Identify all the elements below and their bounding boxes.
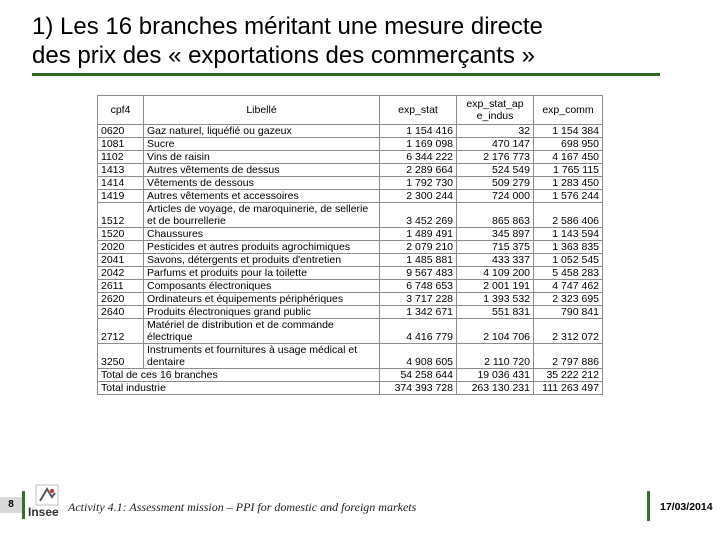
cell-libelle: Chaussures — [144, 228, 380, 241]
table-row — [98, 125, 603, 138]
cell-cpf4: 2042 — [98, 267, 144, 280]
cell-libelle: Produits électroniques grand public — [144, 306, 380, 319]
cell-cpf4: 1419 — [98, 190, 144, 203]
cell-exp-stat-ape-indus: 32 — [457, 125, 534, 138]
cell-cpf4: 1081 — [98, 138, 144, 151]
cell-exp-stat-ape-indus: 524 549 — [457, 164, 534, 177]
cell-exp-stat: 3 452 269 — [380, 203, 457, 228]
cell-exp-stat: 1 154 416 — [380, 125, 457, 138]
header-exp-stat-ape-indus: exp_stat_ap e_indus — [457, 96, 534, 125]
cell-libelle: Savons, détergents et produits d'entretien — [144, 254, 380, 267]
cell-cpf4: 3250 — [98, 344, 144, 369]
cell-libelle: Vêtements de dessous — [144, 177, 380, 190]
table-total-row — [98, 382, 603, 395]
cell-exp-stat: 1 485 881 — [380, 254, 457, 267]
cell-libelle: Vins de raisin — [144, 151, 380, 164]
footer-date: 17/03/2014 — [660, 501, 713, 513]
cell-exp-stat-ape-indus: 433 337 — [457, 254, 534, 267]
table-row — [98, 280, 603, 293]
cell-libelle: Pesticides et autres produits agrochimiques — [144, 241, 380, 254]
cell-exp-stat: 2 300 244 — [380, 190, 457, 203]
cell-exp-stat: 2 289 664 — [380, 164, 457, 177]
cell-exp-comm: 2 797 886 — [534, 344, 603, 369]
cell-exp-stat: 1 792 730 — [380, 177, 457, 190]
cell-cpf4: 0620 — [98, 125, 144, 138]
cell-cpf4: 2640 — [98, 306, 144, 319]
table-row — [98, 164, 603, 177]
footer-right-bar — [647, 491, 650, 521]
cell-cpf4: 2041 — [98, 254, 144, 267]
cell-exp-comm: 1 363 835 — [534, 241, 603, 254]
cell-total-value: 374 393 728 — [380, 382, 457, 395]
cell-exp-comm: 1 154 384 — [534, 125, 603, 138]
cell-libelle: Autres vêtements de dessus — [144, 164, 380, 177]
slide-title-line-1: 1) Les 16 branches méritant une mesure directe — [32, 13, 543, 40]
header-exp-comm: exp_comm — [534, 96, 603, 125]
cell-exp-comm: 2 323 695 — [534, 293, 603, 306]
table-header-row — [98, 96, 603, 125]
cell-cpf4: 2712 — [98, 319, 144, 344]
cell-cpf4: 2020 — [98, 241, 144, 254]
cell-cpf4: 1102 — [98, 151, 144, 164]
table-row — [98, 190, 603, 203]
cell-exp-comm: 1 052 545 — [534, 254, 603, 267]
slide-title-line-2: des prix des « exportations des commerçants » — [32, 42, 535, 69]
table-row — [98, 254, 603, 267]
cell-total-value: 111 263 497 — [534, 382, 603, 395]
cell-cpf4: 2620 — [98, 293, 144, 306]
cell-libelle: Ordinateurs et équipements périphériques — [144, 293, 380, 306]
cell-total-value: 35 222 212 — [534, 369, 603, 382]
cell-exp-stat-ape-indus: 2 104 706 — [457, 319, 534, 344]
cell-exp-stat-ape-indus: 345 897 — [457, 228, 534, 241]
table-row — [98, 306, 603, 319]
cell-exp-stat-ape-indus: 551 831 — [457, 306, 534, 319]
header-exp-stat: exp_stat — [380, 96, 457, 125]
table-body — [98, 125, 603, 395]
cell-libelle: Gaz naturel, liquéfié ou gazeux — [144, 125, 380, 138]
table-row — [98, 177, 603, 190]
cell-exp-stat: 1 342 671 — [380, 306, 457, 319]
cell-exp-stat: 4 908 605 — [380, 344, 457, 369]
cell-cpf4: 1520 — [98, 228, 144, 241]
table-row — [98, 267, 603, 280]
cell-exp-stat: 2 079 210 — [380, 241, 457, 254]
table-row — [98, 203, 603, 228]
cell-exp-comm: 1 283 450 — [534, 177, 603, 190]
header-cpf4: cpf4 — [98, 96, 144, 125]
slide-number: 8 — [0, 497, 22, 513]
cell-cpf4: 2611 — [98, 280, 144, 293]
cell-exp-stat: 6 748 653 — [380, 280, 457, 293]
cell-total-value: 54 258 644 — [380, 369, 457, 382]
cell-exp-stat-ape-indus: 2 110 720 — [457, 344, 534, 369]
cell-cpf4: 1512 — [98, 203, 144, 228]
cell-exp-comm: 2 312 072 — [534, 319, 603, 344]
table-row — [98, 138, 603, 151]
cell-libelle: Parfums et produits pour la toilette — [144, 267, 380, 280]
cell-exp-comm: 1 576 244 — [534, 190, 603, 203]
data-table — [97, 95, 603, 395]
table-row — [98, 151, 603, 164]
cell-exp-comm: 790 841 — [534, 306, 603, 319]
cell-exp-stat-ape-indus: 470 147 — [457, 138, 534, 151]
cell-libelle: Autres vêtements et accessoires — [144, 190, 380, 203]
title-underline — [32, 73, 660, 76]
cell-exp-stat: 9 567 483 — [380, 267, 457, 280]
cell-total-value: 263 130 231 — [457, 382, 534, 395]
table-total-row — [98, 369, 603, 382]
cell-exp-comm: 4 747 462 — [534, 280, 603, 293]
cell-exp-comm: 2 586 406 — [534, 203, 603, 228]
table-row — [98, 344, 603, 369]
cell-exp-stat-ape-indus: 715 375 — [457, 241, 534, 254]
cell-exp-stat: 1 169 098 — [380, 138, 457, 151]
cell-exp-stat: 6 344 222 — [380, 151, 457, 164]
cell-exp-stat: 4 416 779 — [380, 319, 457, 344]
header-libelle: Libellé — [144, 96, 380, 125]
cell-exp-comm: 698 950 — [534, 138, 603, 151]
footer-caption: Activity 4.1: Assessment mission – PPI for domestic and foreign markets — [68, 500, 417, 514]
cell-total-label: Total de ces 16 branches — [98, 369, 380, 382]
cell-libelle: Instruments et fournitures à usage médical et dentaire — [144, 344, 380, 369]
table-row — [98, 293, 603, 306]
cell-exp-stat-ape-indus: 2 001 191 — [457, 280, 534, 293]
footer-left-bar — [22, 491, 25, 519]
cell-exp-stat-ape-indus: 509 279 — [457, 177, 534, 190]
cell-libelle: Sucre — [144, 138, 380, 151]
cell-exp-comm: 4 167 450 — [534, 151, 603, 164]
cell-libelle: Matériel de distribution et de commande électrique — [144, 319, 380, 344]
cell-exp-stat-ape-indus: 2 176 773 — [457, 151, 534, 164]
cell-cpf4: 1414 — [98, 177, 144, 190]
table-row — [98, 228, 603, 241]
cell-total-label: Total industrie — [98, 382, 380, 395]
cell-exp-comm: 1 765 115 — [534, 164, 603, 177]
cell-exp-comm: 1 143 594 — [534, 228, 603, 241]
cell-exp-stat-ape-indus: 865 863 — [457, 203, 534, 228]
cell-cpf4: 1413 — [98, 164, 144, 177]
cell-libelle: Articles de voyage, de maroquinerie, de sellerie et de bourrellerie — [144, 203, 380, 228]
cell-total-value: 19 036 431 — [457, 369, 534, 382]
logo-text: Insee — [28, 505, 59, 519]
cell-exp-stat: 3 717 228 — [380, 293, 457, 306]
table-row — [98, 241, 603, 254]
cell-exp-comm: 5 458 283 — [534, 267, 603, 280]
slide-title — [32, 12, 692, 70]
table-row — [98, 319, 603, 344]
cell-exp-stat-ape-indus: 4 109 200 — [457, 267, 534, 280]
cell-exp-stat-ape-indus: 1 393 532 — [457, 293, 534, 306]
cell-libelle: Composants électroniques — [144, 280, 380, 293]
cell-exp-stat-ape-indus: 724 000 — [457, 190, 534, 203]
cell-exp-stat: 1 489 491 — [380, 228, 457, 241]
